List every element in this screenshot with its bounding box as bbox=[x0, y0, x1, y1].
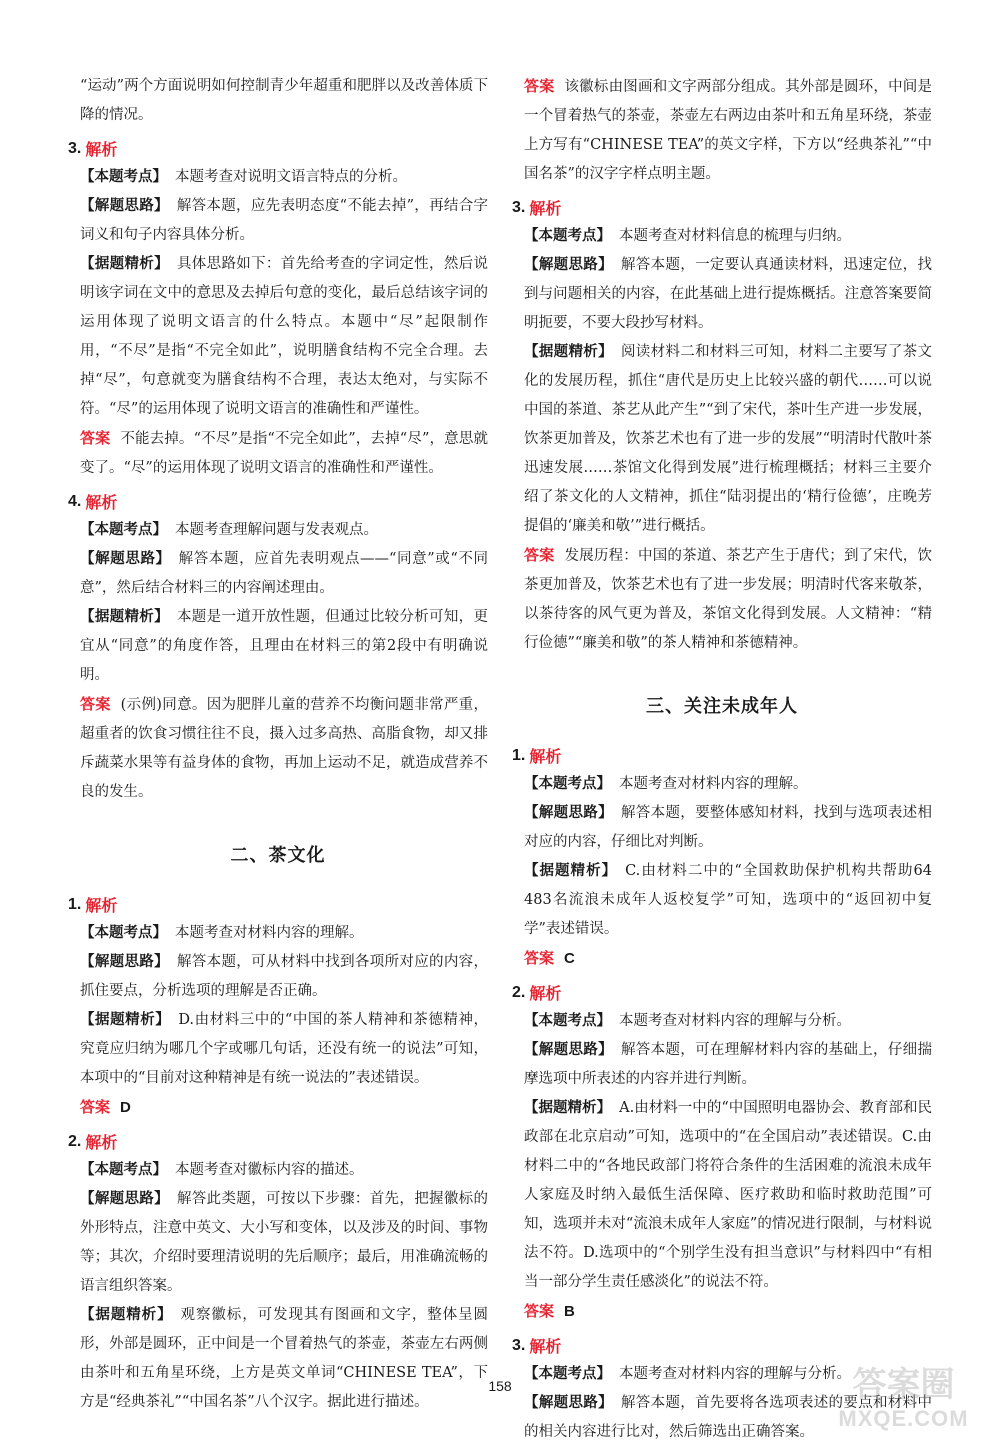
answer-paragraph bbox=[524, 72, 932, 189]
silu-tag: 【解题思路】 bbox=[524, 1395, 613, 1411]
jingxi-paragraph bbox=[80, 250, 488, 424]
question-number: 1. bbox=[68, 895, 82, 913]
section-title-tea-culture: 二、茶文化 bbox=[230, 845, 326, 866]
watermark-logo bbox=[821, 1357, 986, 1432]
analysis-label: 解析 bbox=[529, 986, 562, 1003]
jingxi-text: A.由材料一中的“中国照明电器协会、教育部和民政部在北京启动”可知，选项中的“在全国启动”表述错误。C.由材料二中的“各地民政部门将符合条件的生活困难的流浪未成年人家庭及时纳入最低生活保障、医疗救助和临时救助范围”可知，选项并未对“流浪未成年人家庭”的情况进行限制，与材料说法不符。D.选项中的“个别学生没有担当意识”与材料四中“有相当一部分学生责任感淡化”的说法不符。 bbox=[524, 1100, 933, 1290]
question-3-header bbox=[512, 196, 932, 219]
kaodian-text: 本题考查对材料内容的理解。 bbox=[619, 776, 808, 792]
left-column bbox=[68, 72, 488, 1417]
answer-choice: B bbox=[564, 1303, 575, 1320]
intro-text: “运动”两个方面说明如何控制青少年超重和肥胖以及改善体质下降的情况。 bbox=[80, 78, 488, 123]
silu-text: 解答本题，应先表明态度“不能去掉”，再结合字词义和句子内容具体分析。 bbox=[80, 198, 489, 243]
answer-paragraph bbox=[80, 1093, 488, 1123]
jingxi-tag: 【据题精析】 bbox=[524, 1100, 612, 1116]
question-3-header bbox=[512, 1334, 932, 1357]
answer-paragraph bbox=[524, 1297, 932, 1327]
silu-tag: 【解题思路】 bbox=[80, 954, 169, 970]
silu-text: 解答本题，首先要将各选项表述的要点和材料中的相关内容进行比对，然后筛选出正确答案。 bbox=[524, 1395, 933, 1440]
jingxi-text: C.由材料二中的“全国救助保护机构共帮助64 483名流浪未成年人返校复学”可知，选项中的“返回初中复学”表述错误。 bbox=[524, 863, 932, 937]
jingxi-tag: 【据题精析】 bbox=[80, 1012, 171, 1028]
watermark-top: 答案圈 bbox=[852, 1365, 955, 1405]
kaodian-tag: 【本题考点】 bbox=[80, 925, 167, 941]
jingxi-text: 阅读材料二和材料三可知，材料二主要写了茶文化的发展历程，抓住“唐代是历史上比较兴盛的朝代……可以说中国的茶道、茶艺从此产生”“到了宋代，茶叶生产进一步发展，饮茶更加普及，饮茶艺术也有了进一步的发展”“明清时代散叶茶迅速发展……茶馆文化得到发展”进行梳理概括；材料三主要介绍了茶文化的人文精神，抓住“陆羽提出的‘精行俭德’，庄晚芳提倡的‘廉美和敬’”进行概括。 bbox=[524, 344, 933, 534]
answer-paragraph bbox=[524, 944, 932, 974]
kaodian-text: 本题考查对材料信息的梳理与归纳。 bbox=[619, 228, 851, 244]
kaodian-paragraph bbox=[80, 919, 488, 948]
question-3-header bbox=[68, 137, 488, 160]
kaodian-text: 本题考查对说明文语言特点的分析。 bbox=[175, 169, 407, 185]
silu-paragraph bbox=[80, 1185, 488, 1301]
kaodian-tag: 【本题考点】 bbox=[80, 169, 167, 185]
question-2-header bbox=[68, 1130, 488, 1153]
question-2-header bbox=[512, 981, 932, 1004]
answer-choice: D bbox=[120, 1099, 131, 1116]
answer-tag: 答案 bbox=[80, 430, 111, 447]
answer-tag: 答案 bbox=[80, 696, 111, 713]
question-1-header bbox=[68, 893, 488, 916]
answer-tag: 答案 bbox=[80, 1099, 111, 1116]
question-4-header bbox=[68, 490, 488, 513]
kaodian-paragraph bbox=[80, 163, 488, 192]
kaodian-text: 本题考查对材料内容的理解。 bbox=[175, 925, 364, 941]
silu-paragraph bbox=[80, 192, 488, 250]
kaodian-text: 本题考查对材料内容的理解与分析。 bbox=[619, 1013, 851, 1029]
question-number: 2. bbox=[512, 983, 526, 1001]
jingxi-paragraph bbox=[80, 1301, 488, 1417]
silu-text: 解答本题，要整体感知材料，找到与选项表述相对应的内容，仔细比对判断。 bbox=[524, 805, 933, 850]
kaodian-tag: 【本题考点】 bbox=[524, 776, 611, 792]
question-1-header bbox=[512, 744, 932, 767]
kaodian-tag: 【本题考点】 bbox=[80, 522, 167, 538]
question-number: 4. bbox=[68, 492, 82, 510]
analysis-label: 解析 bbox=[85, 495, 118, 512]
kaodian-text: 本题考查对材料内容的理解与分析。 bbox=[619, 1366, 851, 1382]
jingxi-tag: 【据题精析】 bbox=[80, 609, 169, 625]
answer-choice: C bbox=[564, 950, 575, 967]
answer-paragraph bbox=[524, 541, 932, 658]
answer-tag: 答案 bbox=[524, 78, 555, 95]
silu-text: 解答本题，可在理解材料内容的基础上，仔细揣摩选项中所表述的内容并进行判断。 bbox=[524, 1042, 933, 1087]
silu-paragraph bbox=[524, 1036, 932, 1094]
analysis-label: 解析 bbox=[529, 1339, 562, 1356]
answer-text: 发展历程：中国的茶道、茶艺产生于唐代；到了宋代，饮茶更加普及，饮茶艺术也有了进一步发展；明清时代客来敬茶，以茶待客的风气更为普及，茶馆文化得到发展。人文精神：“精行俭德”“廉美和敬”的茶人精神和茶德精神。 bbox=[524, 548, 932, 651]
answer-text: 不能去掉。“不尽”是指“不完全如此”，去掉“尽”，意思就变了。“尽”的运用体现了说明文语言的准确性和严谨性。 bbox=[80, 431, 488, 476]
kaodian-text: 本题考查对徽标内容的描述。 bbox=[175, 1162, 364, 1178]
kaodian-tag: 【本题考点】 bbox=[524, 1366, 611, 1382]
analysis-label: 解析 bbox=[85, 898, 118, 915]
kaodian-paragraph bbox=[80, 516, 488, 545]
silu-paragraph bbox=[80, 948, 488, 1006]
jingxi-paragraph bbox=[524, 857, 932, 944]
page-number: 158 bbox=[488, 1378, 512, 1394]
jingxi-text: D.由材料三中的“中国的茶人精神和茶德精神，究竟应归纳为哪几个字或哪几句话，还没有统一的说法”可知，本项中的“目前对这种精神是有统一说法的”表述错误。 bbox=[80, 1012, 489, 1086]
silu-tag: 【解题思路】 bbox=[524, 1042, 613, 1058]
answer-tag: 答案 bbox=[524, 547, 555, 564]
kaodian-paragraph bbox=[80, 1156, 488, 1185]
kaodian-tag: 【本题考点】 bbox=[80, 1162, 167, 1178]
analysis-label: 解析 bbox=[85, 142, 118, 159]
question-number: 2. bbox=[68, 1132, 82, 1150]
answer-text: (示例)同意。因为肥胖儿童的营养不均衡问题非常严重，超重者的饮食习惯往往不良，摄入过多高热、高脂食物，却又排斥蔬菜水果等有益身体的食物，再加上运动不足，就造成营养不良的发生。 bbox=[80, 697, 488, 800]
silu-tag: 【解题思路】 bbox=[80, 1191, 169, 1207]
silu-tag: 【解题思路】 bbox=[524, 257, 613, 273]
jingxi-paragraph bbox=[524, 1094, 932, 1297]
jingxi-text: 具体思路如下：首先给考查的字词定性，然后说明该字词在文中的意思及去掉后句意的变化，最后总结该字词的运用体现了说明文语言的什么特点。本题中“尽”起限制作用，“不尽”是指“不完全如此”，说明膳食结构不完全合理。去掉“尽”，句意就变为膳食结构不合理，表达太绝对，与实际不符。“尽”的运用体现了说明文语言的准确性和严谨性。 bbox=[80, 256, 489, 417]
kaodian-paragraph bbox=[524, 770, 932, 799]
silu-text: 解答本题，一定要认真通读材料，迅速定位，找到与问题相关的内容，在此基础上进行提炼概括。注意答案要简明扼要，不要大段抄写材料。 bbox=[524, 257, 933, 331]
answer-paragraph bbox=[80, 424, 488, 483]
answer-paragraph bbox=[80, 690, 488, 807]
question-number: 1. bbox=[512, 746, 526, 764]
silu-tag: 【解题思路】 bbox=[80, 551, 171, 567]
kaodian-text: 本题考查理解问题与发表观点。 bbox=[175, 522, 378, 538]
jingxi-tag: 【据题精析】 bbox=[80, 256, 169, 272]
answer-tag: 答案 bbox=[524, 950, 555, 967]
jingxi-paragraph bbox=[524, 338, 932, 541]
question-number: 3. bbox=[68, 139, 82, 157]
silu-paragraph bbox=[524, 251, 932, 338]
silu-paragraph bbox=[80, 545, 488, 603]
silu-text: 解答本题，可从材料中找到各项所对应的内容，抓住要点，分析选项的理解是否正确。 bbox=[80, 954, 489, 999]
question-number: 3. bbox=[512, 1336, 526, 1354]
silu-tag: 【解题思路】 bbox=[524, 805, 613, 821]
jingxi-paragraph bbox=[80, 603, 488, 690]
section-title-minors: 三、关注未成年人 bbox=[646, 696, 798, 717]
jingxi-text: 本题是一道开放性题，但通过比较分析可知，更宜从“同意”的角度作答，且理由在材料三的第2段中有明确说明。 bbox=[80, 609, 489, 683]
silu-text: 解答本题，应首先表明观点——“同意”或“不同意”，然后结合材料三的内容阐述理由。 bbox=[80, 551, 488, 596]
kaodian-tag: 【本题考点】 bbox=[524, 228, 611, 244]
jingxi-text: 观察徽标，可发现其有图画和文字，整体呈圆形，外部是圆环，正中间是一个冒着热气的茶壶，茶壶左右两侧由茶叶和五角星环绕，上方是英文单词“CHINESE TEA”，下方是“经典茶礼”“中国名茶”八个汉字。据此进行描述。 bbox=[80, 1307, 489, 1410]
jingxi-tag: 【据题精析】 bbox=[524, 344, 613, 360]
silu-paragraph bbox=[524, 799, 932, 857]
silu-tag: 【解题思路】 bbox=[80, 198, 169, 214]
kaodian-paragraph bbox=[524, 222, 932, 251]
jingxi-tag: 【据题精析】 bbox=[524, 863, 618, 879]
right-column bbox=[512, 72, 932, 1447]
jingxi-paragraph bbox=[80, 1006, 488, 1093]
analysis-label: 解析 bbox=[529, 201, 562, 218]
answer-tag: 答案 bbox=[524, 1303, 555, 1320]
jingxi-tag: 【据题精析】 bbox=[80, 1307, 173, 1323]
silu-text: 解答此类题，可按以下步骤：首先，把握徽标的外形特点，注意中英文、大小写和变体，以及涉及的时间、事物等；其次，介绍时要理清说明的先后顺序；最后，用准确流畅的语言组织答案。 bbox=[80, 1191, 489, 1294]
analysis-label: 解析 bbox=[85, 1135, 118, 1152]
analysis-label: 解析 bbox=[529, 749, 562, 766]
kaodian-tag: 【本题考点】 bbox=[524, 1013, 611, 1029]
watermark-bottom: MXQE.COM bbox=[838, 1406, 969, 1431]
answer-text: 该徽标由图画和文字两部分组成。其外部是圆环，中间是一个冒着热气的茶壶，茶壶左右两边由茶叶和五角星环绕，茶壶上方写有“CHINESE TEA”的英文字样，下方以“经典茶礼”“中国名茶”的汉字字样点明主题。 bbox=[524, 79, 932, 182]
kaodian-paragraph bbox=[524, 1007, 932, 1036]
question-number: 3. bbox=[512, 198, 526, 216]
